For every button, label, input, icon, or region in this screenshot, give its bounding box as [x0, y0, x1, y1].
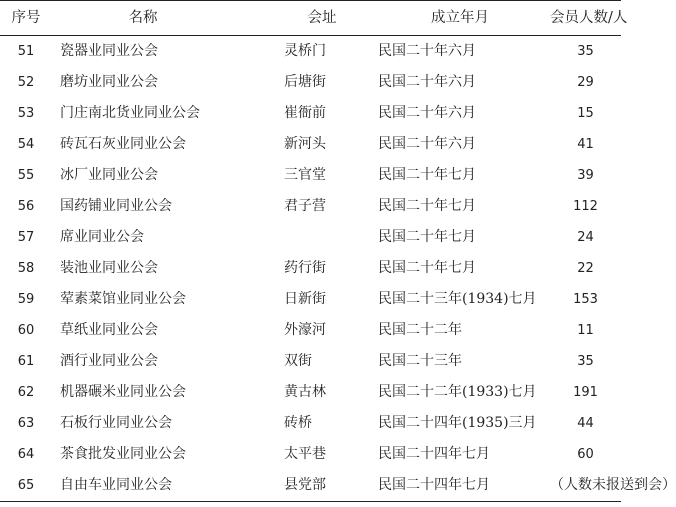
- cell-no: 55: [17, 168, 35, 183]
- cell-founded: 民国二十年六月: [378, 74, 476, 90]
- header-address: 会址: [307, 10, 337, 26]
- cell-no: 53: [17, 106, 35, 121]
- cell-members: 35: [577, 354, 594, 369]
- cell-no: 60: [17, 323, 35, 338]
- cell-address: 黄古林: [284, 384, 326, 400]
- cell-members: 11: [577, 323, 594, 338]
- cell-members: 44: [577, 416, 594, 431]
- cell-founded: 民国二十年七月: [378, 260, 476, 276]
- table-row: [0, 470, 621, 502]
- cell-name: 冰厂业同业公会: [60, 167, 158, 183]
- cell-members: 112: [573, 199, 598, 214]
- cell-founded: 民国二十年六月: [378, 136, 476, 152]
- cell-members: 22: [577, 261, 594, 276]
- table-row: [0, 36, 621, 68]
- table-row: [0, 160, 621, 191]
- cell-founded: 民国二十年六月: [378, 105, 476, 121]
- cell-address: 日新街: [284, 291, 326, 307]
- cell-founded: 民国二十四年七月: [378, 446, 490, 462]
- cell-no: 57: [17, 230, 35, 245]
- cell-members: 153: [573, 292, 598, 307]
- table-row: [0, 408, 621, 439]
- cell-no: 51: [17, 44, 35, 59]
- cell-name: 机器碾米业同业公会: [60, 384, 186, 400]
- cell-members: 15: [577, 106, 594, 121]
- cell-name: 砖瓦石灰业同业公会: [60, 136, 186, 152]
- cell-address: 君子营: [284, 198, 326, 214]
- cell-no: 62: [17, 385, 35, 400]
- cell-no: 52: [17, 75, 35, 90]
- cell-members: 29: [577, 75, 594, 90]
- table-row: [0, 284, 621, 315]
- cell-address: 后塘街: [284, 74, 326, 90]
- table-row: [0, 377, 621, 408]
- table-header-row: [0, 1, 621, 36]
- cell-founded: 民国二十二年(1933)七月: [378, 384, 537, 400]
- cell-no: 56: [17, 199, 35, 214]
- cell-name: 国药铺业同业公会: [60, 198, 172, 214]
- cell-founded: 民国二十四年(1935)三月: [378, 415, 537, 431]
- cell-name: 装池业同业公会: [60, 260, 158, 276]
- table-row: [0, 98, 621, 129]
- cell-name: 磨坊业同业公会: [60, 74, 158, 90]
- cell-name: 席业同业公会: [60, 229, 144, 245]
- table-row: [0, 67, 621, 98]
- cell-founded: 民国二十年七月: [378, 229, 476, 245]
- header-founded: 成立年月: [431, 10, 489, 26]
- table-body: [0, 36, 676, 502]
- header-members: 会员人数/人: [550, 10, 628, 26]
- cell-founded: 民国二十三年(1934)七月: [378, 291, 537, 307]
- cell-no: 59: [17, 292, 35, 307]
- cell-no: 54: [17, 137, 35, 152]
- cell-no: 61: [17, 354, 35, 369]
- cell-members: 39: [577, 168, 594, 183]
- table-row: [0, 439, 621, 470]
- cell-name: 门庄南北货业同业公会: [60, 105, 200, 121]
- header-name: 名称: [128, 10, 158, 26]
- cell-name: 草纸业同业公会: [60, 322, 158, 338]
- cell-members: 41: [577, 137, 594, 152]
- cell-name: 瓷器业同业公会: [60, 43, 158, 59]
- cell-address: 三官堂: [284, 167, 326, 183]
- cell-address: 双街: [284, 353, 312, 369]
- cell-no: 58: [17, 261, 35, 276]
- cell-founded: 民国二十三年: [378, 353, 462, 369]
- cell-name: 荤素菜馆业同业公会: [60, 291, 186, 307]
- cell-members: 191: [573, 385, 598, 400]
- cell-address: 县党部: [284, 477, 326, 493]
- cell-founded: 民国二十二年: [378, 322, 462, 338]
- cell-no: 65: [17, 478, 35, 493]
- cell-name: 酒行业同业公会: [60, 353, 158, 369]
- cell-founded: 民国二十四年七月: [378, 477, 490, 493]
- cell-address: 砖桥: [284, 415, 312, 431]
- cell-address: 药行街: [284, 260, 326, 276]
- cell-members: 60: [577, 447, 594, 462]
- table-row: [0, 346, 621, 377]
- cell-founded: 民国二十年六月: [378, 43, 476, 59]
- cell-founded: 民国二十年七月: [378, 198, 476, 214]
- cell-address: 外濠河: [284, 322, 326, 338]
- cell-members: （人数未报送到会）: [550, 477, 676, 493]
- cell-address: 崔衙前: [284, 105, 326, 121]
- header-no: 序号: [11, 10, 41, 26]
- table-row: [0, 129, 621, 160]
- cell-founded: 民国二十年七月: [378, 167, 476, 183]
- cell-address: 新河头: [284, 136, 326, 152]
- cell-address: 灵桥门: [284, 43, 326, 59]
- cell-members: 35: [577, 44, 594, 59]
- table-row: [0, 253, 621, 284]
- cell-no: 64: [17, 447, 35, 462]
- table-row: [0, 315, 621, 346]
- table-row: [0, 222, 621, 253]
- cell-address: 太平巷: [284, 446, 326, 462]
- cell-name: 石板行业同业公会: [60, 415, 172, 431]
- cell-members: 24: [577, 230, 594, 245]
- cell-no: 63: [17, 416, 35, 431]
- cell-name: 茶食批发业同业公会: [60, 446, 186, 462]
- table-row: [0, 191, 621, 222]
- cell-name: 自由车业同业公会: [60, 477, 172, 493]
- cell-address: [274, 222, 370, 253]
